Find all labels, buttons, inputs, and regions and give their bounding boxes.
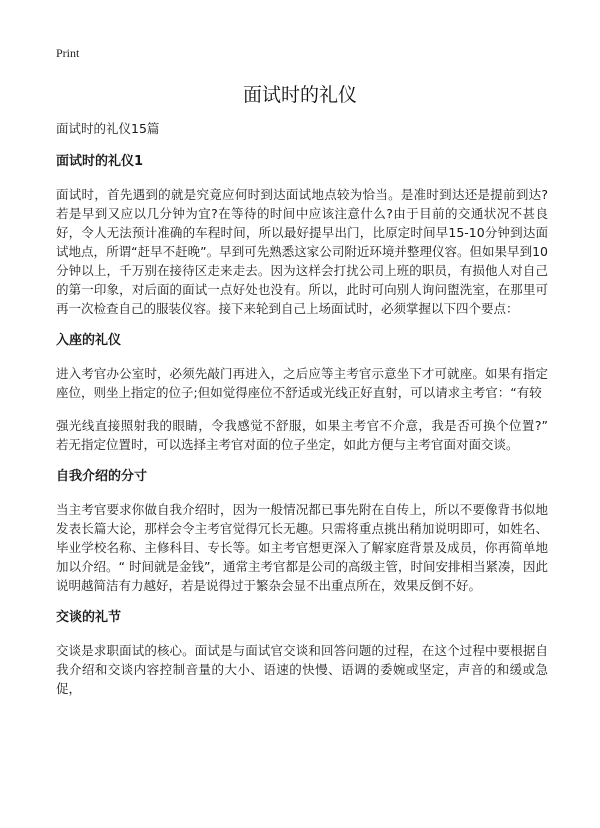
section-heading: 自我介绍的分寸: [56, 469, 148, 484]
paragraph: 面试时，首先遇到的就是究竟应何时到达面试地点较为恰当。是准时到达还是提前到达?若是早到又应以几分钟为宜?在等待的时间中应该注意什么?由于目前的交通状况不甚良好，令人无法预计准确的车程时间，所以最好提早出门，比原定时间早15-10分钟到达面试地点，所谓“赶早不赶晚”。早到可先熟悉这家公司附近环境并整理仪容。但如果早到10分钟以上，千万别在接待区走来走去。因为这样会打扰公司上班的职员，有损他人对自己的第一印象，对后面的面试一点好处也没有。所以，此时可向别人询问盥洗室，在那里可再一次检查自己的服装仪容。接下来轮到自己上场面试时，必须掌握以下四个要点：: [56, 187, 548, 316]
section-1: [56, 153, 548, 318]
section-2: [56, 332, 548, 454]
print-link[interactable]: Print: [56, 46, 80, 60]
section-3: [56, 468, 548, 595]
page-title: 面试时的礼仪: [242, 84, 357, 106]
paragraph: 交谈是求职面试的核心。面试是与面试官交谈和回答问题的过程，在这个过程中要根据自我介绍和交谈内容控制音量的大小、语速的快慢、语调的委婉或坚定，声音的和缓或急促，: [56, 643, 548, 696]
section-heading: 面试时的礼仪1: [56, 154, 144, 169]
paragraph: 当主考官要求你做自我介绍时，因为一般情况都已事先附在自传上，所以不要像背书似地发表长篇大论，那样会令主考官觉得冗长无趣。只需将重点挑出稍加说明即可，如姓名、毕业学校名称、主修科目、专长等。如主考官想更深入了解家庭背景及成员，你再简单地加以介绍。“ 时间就是金钱”，通常主考官都是公司的高级主管，时间安排相当紧凑，因此说明越简洁有力越好，若是说得过于繁杂会显不出重点所在，效果反倒不好。: [56, 502, 548, 593]
section-4: [56, 609, 548, 698]
paragraph: 强光线直接照射我的眼睛，令我感觉不舒服，如果主考官不介意，我是否可换个位置?” 若无指定位置时，可以选择主考官对面的位子坐定，如此方便与主考官面对面交谈。: [56, 418, 548, 452]
document-subtitle: 面试时的礼仪15篇: [56, 121, 160, 136]
document-body: [56, 120, 548, 712]
paragraph: 进入考官办公室时，必须先敲门再进入，之后应等主考官示意坐下才可就座。如果有指定座位，则坐上指定的位子;但如觉得座位不舒适或光线正好直射，可以请求主考官：“有较: [56, 366, 548, 400]
section-heading: 入座的礼仪: [56, 333, 122, 348]
section-heading: 交谈的礼节: [56, 610, 122, 625]
